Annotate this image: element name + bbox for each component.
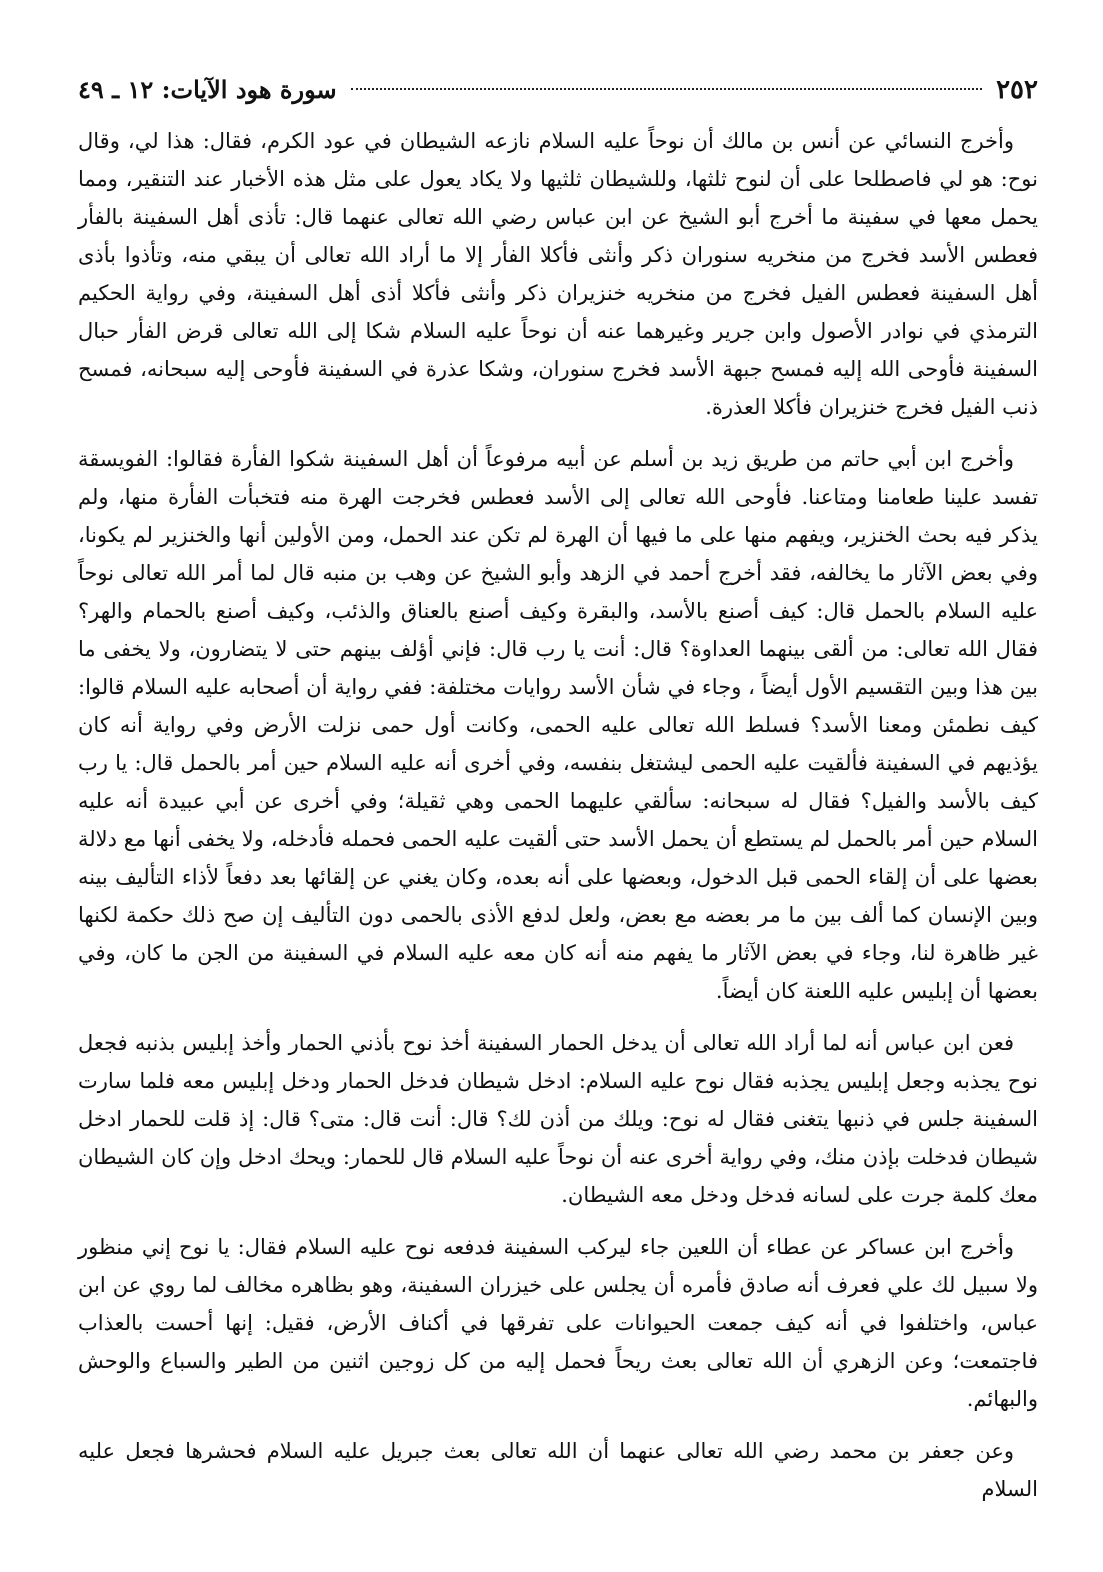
page-number: ٢٥٢ (996, 75, 1038, 105)
paragraph: وأخرج النسائي عن أنس بن مالك أن نوحاً عليه السلام نازعه الشيطان في عود الكرم، فقال: هذا لي، وقال نوح: هو لي فاصطلحا على أن لنوح ثلثها، وللشيطان ثلثيها ولا يكاد يعول على مثل هذه الأخبار عند التنقير، ومما يحمل معها في سفينة ما أخرج أبو الشيخ عن ابن عباس رضي الله تعالى عنهما قال: تأذى أهل السفينة بالفأر فعطس الأسد فخرج من منخريه سنوران ذكر وأنثى فأكلا الفأر إلا ما أراد الله تعالى أن يبقي منه، وتأذوا بأذى أهل السفينة فعطس الفيل فخرج من منخريه خنزيران ذكر وأنثى فأكلا أذى أهل السفينة، وفي رواية الحكيم الترمذي في نوادر الأصول وابن جرير وغيرهما عنه أن نوحاً عليه السلام شكا إلى الله تعالى قرض الفأر حبال السفينة فأوحى الله إليه فمسح جبهة الأسد فخرج سنوران، وشكا عذرة في السفينة فأوحى إليه سبحانه، فمسح ذنب الفيل فخرج خنزيران فأكلا العذرة. (78, 129, 1038, 419)
paragraph: وأخرج ابن أبي حاتم من طريق زيد بن أسلم عن أبيه مرفوعاً أن أهل السفينة شكوا الفأرة فقالوا: الفويسقة تفسد علينا طعامنا ومتاعنا. فأوحى الله تعالى إلى الأسد فعطس فخرجت الهرة منه فتخبأت الفأرة منها، ولم يذكر فيه بحث الخنزير، ويفهم منها على ما فيها أن الهرة لم تكن عند الحمل، ومن الأولين أنها والخنزير لم يكونا، وفي بعض الآثار ما يخالفه، فقد أخرج أحمد في الزهد وأبو الشيخ عن وهب بن منبه قال لما أمر الله تعالى نوحاً عليه السلام بالحمل قال: كيف أصنع بالأسد، والبقرة وكيف أصنع بالعناق والذئب، وكيف أصنع بالحمام والهر؟ فقال الله تعالى: من ألقى بينهما العداوة؟ قال: أنت يا رب قال: فإني أؤلف بينهم حتى لا يتضارون، ولا يخفى ما بين هذا وبين التقسيم الأول أيضاً ، وجاء في شأن الأسد روايات مختلفة: ففي رواية أن أصحابه عليه السلام قالوا: كيف نطمئن ومعنا الأسد؟ فسلط الله تعالى عليه الحمى، وكانت أول حمى نزلت الأرض وفي رواية أنه كان يؤذيهم في السفينة فألقيت عليه الحمى ليشتغل بنفسه، وفي أخرى أنه عليه السلام حين أمر بالحمل قال: يا رب كيف بالأسد والفيل؟ فقال له سبحانه: سألقي عليهما الحمى وهي ثقيلة؛ وفي أخرى عن أبي عبيدة أنه عليه السلام حين أمر بالحمل لم يستطع أن يحمل الأسد حتى ألقيت عليه الحمى فحمله فأدخله، ولا يخفى أنها مع دلالة بعضها على أن إلقاء الحمى قبل الدخول، وبعضها على أنه بعده، وكان يغني عن إلقائها بعد دفعاً لأذاء التأليف بينه وبين الإنسان كما ألف بين ما مر بعضه مع بعض، ولعل لدفع الأذى بالحمى دون التأليف إن صح ذلك حكمة لكنها غير ظاهرة لنا، وجاء في بعض الآثار ما يفهم منه أنه كان معه عليه السلام في السفينة من الجن ما كان، وفي بعضها أن إبليس عليه اللعنة كان أيضاً. (78, 447, 1038, 1003)
paragraph: وأخرج ابن عساكر عن عطاء أن اللعين جاء ليركب السفينة فدفعه نوح عليه السلام فقال: يا نوح إني منظور ولا سبيل لك علي فعرف أنه صادق فأمره أن يجلس على خيزران السفينة، وهو بظاهره مخالف لما روي عن ابن عباس، واختلفوا في أنه كيف جمعت الحيوانات على تفرقها في أكناف الأرض، فقيل: إنها أحست بالعذاب فاجتمعت؛ وعن الزهري أن الله تعالى بعث ريحاً فحمل إليه من كل زوجين اثنين من الطير والسباع والوحش والبهائم. (78, 1235, 1038, 1411)
dotted-leader (351, 88, 983, 90)
running-title: سورة هود الآيات: ١٢ ـ ٤٩ (78, 75, 337, 104)
page-header (78, 70, 1038, 118)
paragraph: فعن ابن عباس أنه لما أراد الله تعالى أن يدخل الحمار السفينة أخذ نوح بأذني الحمار وأخذ إبليس بذنبه فجعل نوح يجذبه وجعل إبليس يجذبه فقال نوح عليه السلام: ادخل شيطان فدخل الحمار ودخل إبليس معه فلما سارت السفينة جلس في ذنبها يتغنى فقال له نوح: ويلك من أذن لك؟ قال: أنت قال: متى؟ قال: إذ قلت للحمار ادخل شيطان فدخلت بإذن منك، وفي رواية أخرى عنه أن نوحاً عليه السلام قال للحمار: ويحك ادخل وإن كان الشيطان معك كلمة جرت على لسانه فدخل ودخل معه الشيطان. (78, 1031, 1038, 1207)
page-body (78, 122, 1038, 1508)
paragraph: وعن جعفر بن محمد رضي الله تعالى عنهما أن الله تعالى بعث جبريل عليه السلام فحشرها فجعل عليه السلام (78, 1439, 1038, 1501)
book-page (78, 70, 1038, 1508)
